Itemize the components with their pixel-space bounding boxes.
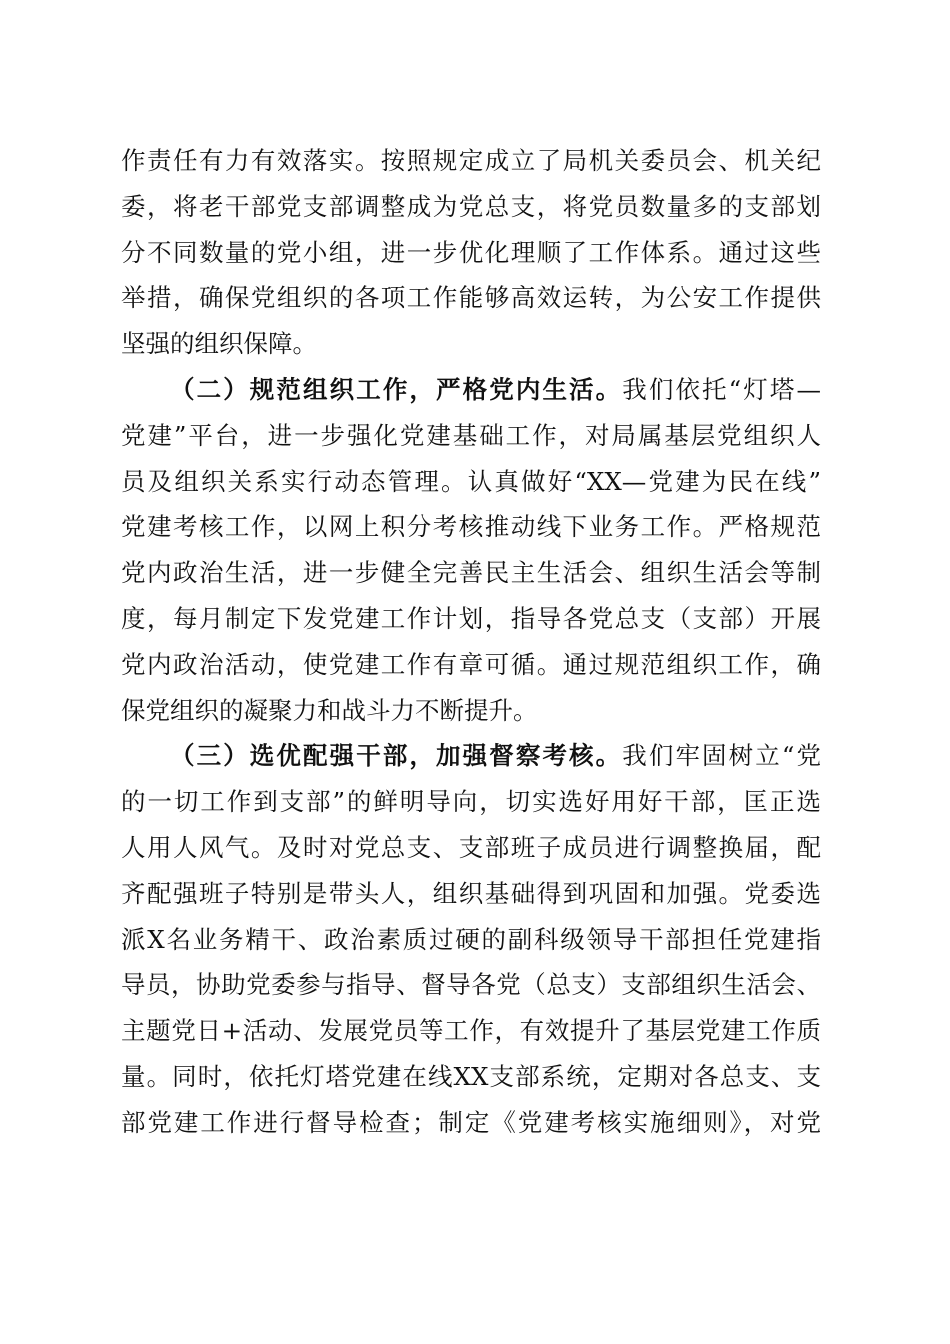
text-line: 分不同数量的党小组，进一步优化理顺了工作体系。通过这些 <box>121 237 821 267</box>
paragraph-2 <box>121 367 821 733</box>
section-heading: （三）选优配强干部，加强督察考核。 <box>170 741 623 771</box>
text-line: 作责任有力有效落实。按照规定成立了局机关委员会、机关纪 <box>121 146 821 175</box>
text-line: 齐配强班子特别是带头人，组织基础得到巩固和加强。党委选 <box>121 878 821 908</box>
text-line: 主题党日+活动、发展党员等工作，有效提升了基层党建工作质 <box>121 1016 821 1046</box>
paragraph-1 <box>121 138 821 367</box>
text-line: 的一切工作到支部”的鲜明导向，切实选好用好干部，匡正选 <box>121 787 821 817</box>
document-page <box>121 138 821 1146</box>
text-line: 保党组织的凝聚力和战斗力不断提升。 <box>121 695 538 725</box>
section-heading: （二）规范组织工作，严格党内生活。 <box>170 374 623 404</box>
text-line: 党内政治生活，进一步健全完善民主生活会、组织生活会等制 <box>121 558 821 588</box>
text-line: 党建考核工作，以网上积分考核推动线下业务工作。严格规范 <box>121 512 821 542</box>
text-line: 度，每月制定下发党建工作计划，指导各党总支（支部）开展 <box>121 603 821 633</box>
text-line: 委，将老干部党支部调整成为党总支，将党员数量多的支部划 <box>121 191 821 221</box>
text-line: 党建”平台，进一步强化党建基础工作，对局属基层党组织人 <box>121 420 821 450</box>
text-line: 导员，协助党委参与指导、督导各党（总支）支部组织生活会、 <box>121 970 821 1000</box>
text-line: 人用人风气。及时对党总支、支部班子成员进行调整换届，配 <box>121 832 821 862</box>
text-line: 坚强的组织保障。 <box>121 329 317 359</box>
text-span: 我们依托“灯塔— <box>622 374 821 404</box>
text-line: 部党建工作进行督导检查；制定《党建考核实施细则》，对党 <box>121 1107 821 1137</box>
paragraph-3 <box>121 733 821 1145</box>
text-line: 党内政治活动，使党建工作有章可循。通过规范组织工作，确 <box>121 649 821 679</box>
text-line <box>121 733 821 779</box>
text-line <box>121 367 821 413</box>
text-line: 量。同时，依托灯塔党建在线XX支部系统，定期对各总支、支 <box>121 1061 821 1091</box>
text-line: 派X名业务精干、政治素质过硬的副科级领导干部担任党建指 <box>121 924 821 954</box>
text-line: 员及组织关系实行动态管理。认真做好“XX—党建为民在线” <box>121 466 821 496</box>
text-span: 我们牢固树立“党 <box>622 741 821 771</box>
text-line: 举措，确保党组织的各项工作能够高效运转，为公安工作提供 <box>121 283 821 313</box>
